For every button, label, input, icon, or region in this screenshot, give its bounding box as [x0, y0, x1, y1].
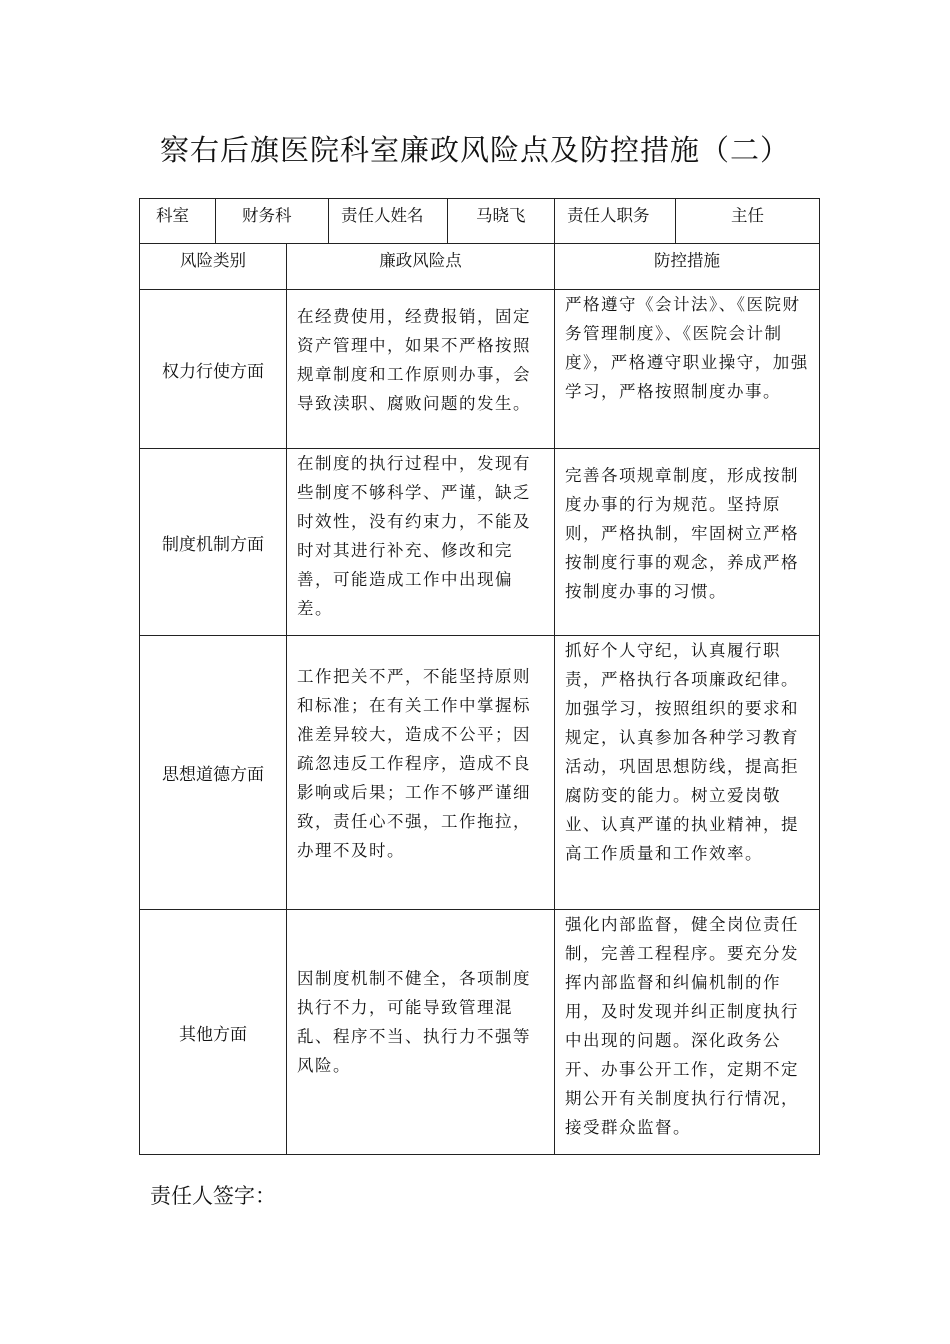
row-category: 制度机制方面	[139, 448, 287, 636]
person-label: 责任人姓名	[328, 198, 448, 244]
row-measure: 完善各项规章制度，形成按制度办事的行为规范。坚持原则，严格执制，牢固树立严格按制度行事的观念，养成严格按制度办事的习惯。	[554, 448, 820, 636]
col-header-category: 风险类别	[139, 243, 287, 290]
page-title: 察右后旗医院科室廉政风险点及防控措施（二）	[159, 133, 790, 167]
position-label: 责任人职务	[554, 198, 676, 244]
row-measure: 强化内部监督，健全岗位责任制，完善工程程序。要充分发挥内部监督和纠偏机制的作用，及时发现并纠正制度执行中出现的问题。深化政务公开、办事公开工作，定期不定期公开有关制度执行行情况，接受群众监督。	[554, 909, 820, 1155]
row-risk: 在制度的执行过程中，发现有些制度不够科学、严谨，缺乏时效性，没有约束力，不能及时对其进行补充、修改和完善，可能造成工作中出现偏差。	[286, 448, 555, 636]
row-risk: 因制度机制不健全，各项制度执行不力，可能导致管理混乱、程序不当、执行力不强等风险。	[286, 909, 555, 1155]
col-header-measure: 防控措施	[554, 243, 820, 290]
row-risk: 工作把关不严，不能坚持原则和标准；在有关工作中掌握标准差异较大，造成不公平；因疏忽违反工作程序，造成不良影响或后果；工作不够严谨细致，责任心不强，工作拖拉，办理不及时。	[286, 635, 555, 910]
row-measure: 抓好个人守纪，认真履行职责，严格执行各项廉政纪律。加强学习，按照组织的要求和规定，认真参加各种学习教育活动，巩固思想防线，提高拒腐防变的能力。树立爱岗敬业、认真严谨的执业精神，提高工作质量和工作效率。	[554, 635, 820, 910]
row-measure: 严格遵守《会计法》、《医院财务管理制度》、《医院会计制度》，严格遵守职业操守，加强学习，严格按照制度办事。	[554, 289, 820, 449]
position-value: 主任	[675, 198, 820, 244]
person-value: 马晓飞	[447, 198, 555, 244]
row-category: 权力行使方面	[139, 289, 287, 449]
signature-label: 责任人签字：	[150, 1184, 276, 1208]
dept-value: 财务科	[215, 198, 329, 244]
dept-label: 科室	[139, 198, 216, 244]
row-category: 其他方面	[139, 909, 287, 1155]
row-category: 思想道德方面	[139, 635, 287, 910]
risk-table	[139, 198, 820, 1155]
col-header-risk: 廉政风险点	[286, 243, 555, 290]
row-risk: 在经费使用，经费报销，固定资产管理中，如果不严格按照规章制度和工作原则办事，会导致渎职、腐败问题的发生。	[286, 289, 555, 449]
